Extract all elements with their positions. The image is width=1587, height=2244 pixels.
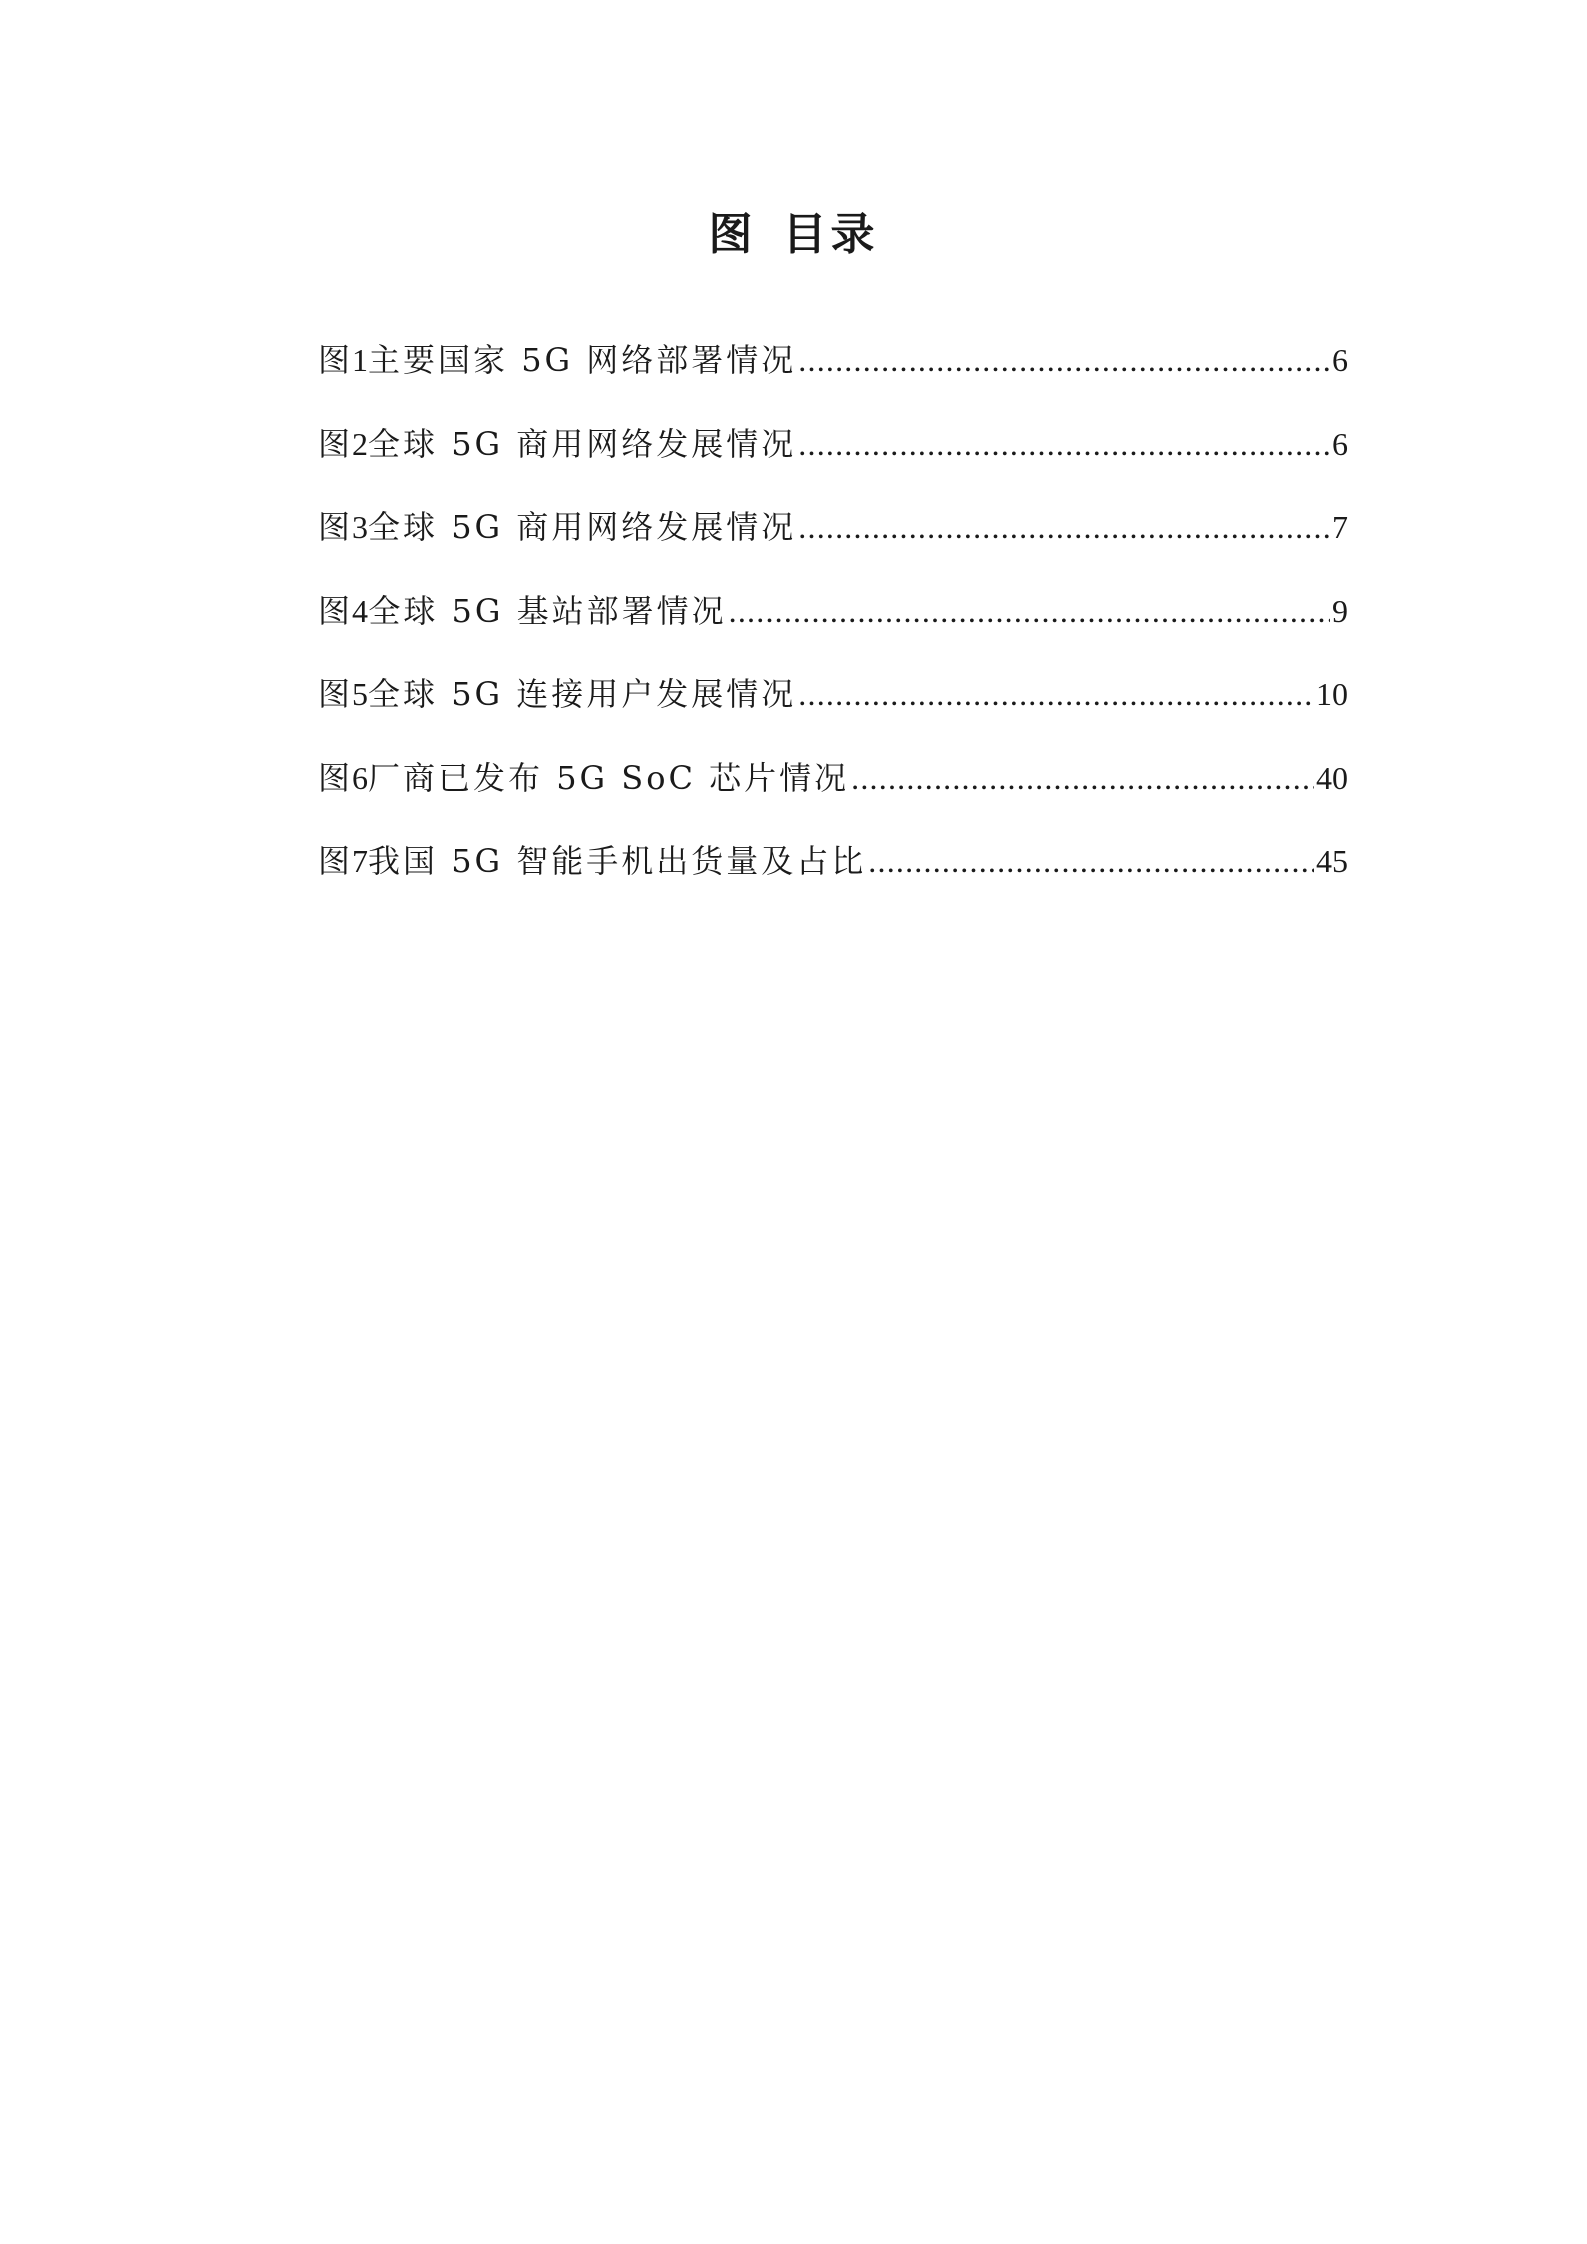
figure-title: 全球 5G 商用网络发展情况: [368, 508, 797, 546]
figure-label: 图: [318, 341, 353, 379]
page-title-figure: 图: [708, 209, 757, 260]
page-number: 40: [1316, 759, 1348, 796]
dot-leader: [851, 752, 1314, 804]
dot-leader: [798, 418, 1330, 470]
dot-leader: [798, 668, 1314, 720]
page-number: 9: [1332, 592, 1348, 629]
toc-entry[interactable]: [318, 501, 1348, 585]
figure-number: 3: [352, 509, 369, 545]
dot-leader: [798, 334, 1330, 386]
toc-entry[interactable]: [318, 418, 1348, 502]
figure-number: 1: [352, 342, 369, 378]
figure-title: 我国 5G 智能手机出货量及占比: [368, 842, 867, 880]
page-number: 6: [1332, 425, 1348, 462]
toc-entry[interactable]: [318, 752, 1348, 836]
figure-number: 2: [352, 425, 369, 462]
figure-title: 全球 5G 连接用户发展情况: [368, 675, 797, 713]
toc-entry[interactable]: [318, 334, 1348, 418]
figure-number: 4: [352, 592, 369, 629]
figure-label: 图: [318, 675, 353, 713]
figure-title: 厂商已发布 5G SoC 芯片情况: [368, 758, 850, 797]
page-title-contents: 目录: [782, 209, 879, 260]
dot-leader: [868, 835, 1314, 887]
page-number: 7: [1332, 509, 1348, 545]
toc-entry[interactable]: [318, 668, 1348, 752]
toc-entry[interactable]: [318, 585, 1348, 669]
dot-leader: [729, 585, 1330, 637]
figure-number: 6: [352, 759, 369, 796]
dot-leader: [798, 501, 1330, 553]
figure-label: 图: [318, 758, 353, 797]
page-title: [0, 205, 1587, 265]
figure-label: 图: [318, 508, 353, 546]
figure-label: 图: [318, 591, 353, 630]
page-number: 45: [1316, 843, 1348, 879]
figure-title: 全球 5G 基站部署情况: [368, 591, 727, 630]
figure-number: 5: [352, 676, 369, 712]
figure-number: 7: [352, 843, 369, 879]
figure-title: 全球 5G 商用网络发展情况: [368, 424, 797, 463]
figure-label: 图: [318, 842, 353, 880]
figure-list: [318, 334, 1348, 919]
toc-entry[interactable]: [318, 835, 1348, 919]
page-number: 6: [1332, 342, 1348, 378]
figure-label: 图: [318, 424, 353, 463]
figure-title: 主要国家 5G 网络部署情况: [368, 341, 797, 379]
page-number: 10: [1316, 676, 1348, 712]
